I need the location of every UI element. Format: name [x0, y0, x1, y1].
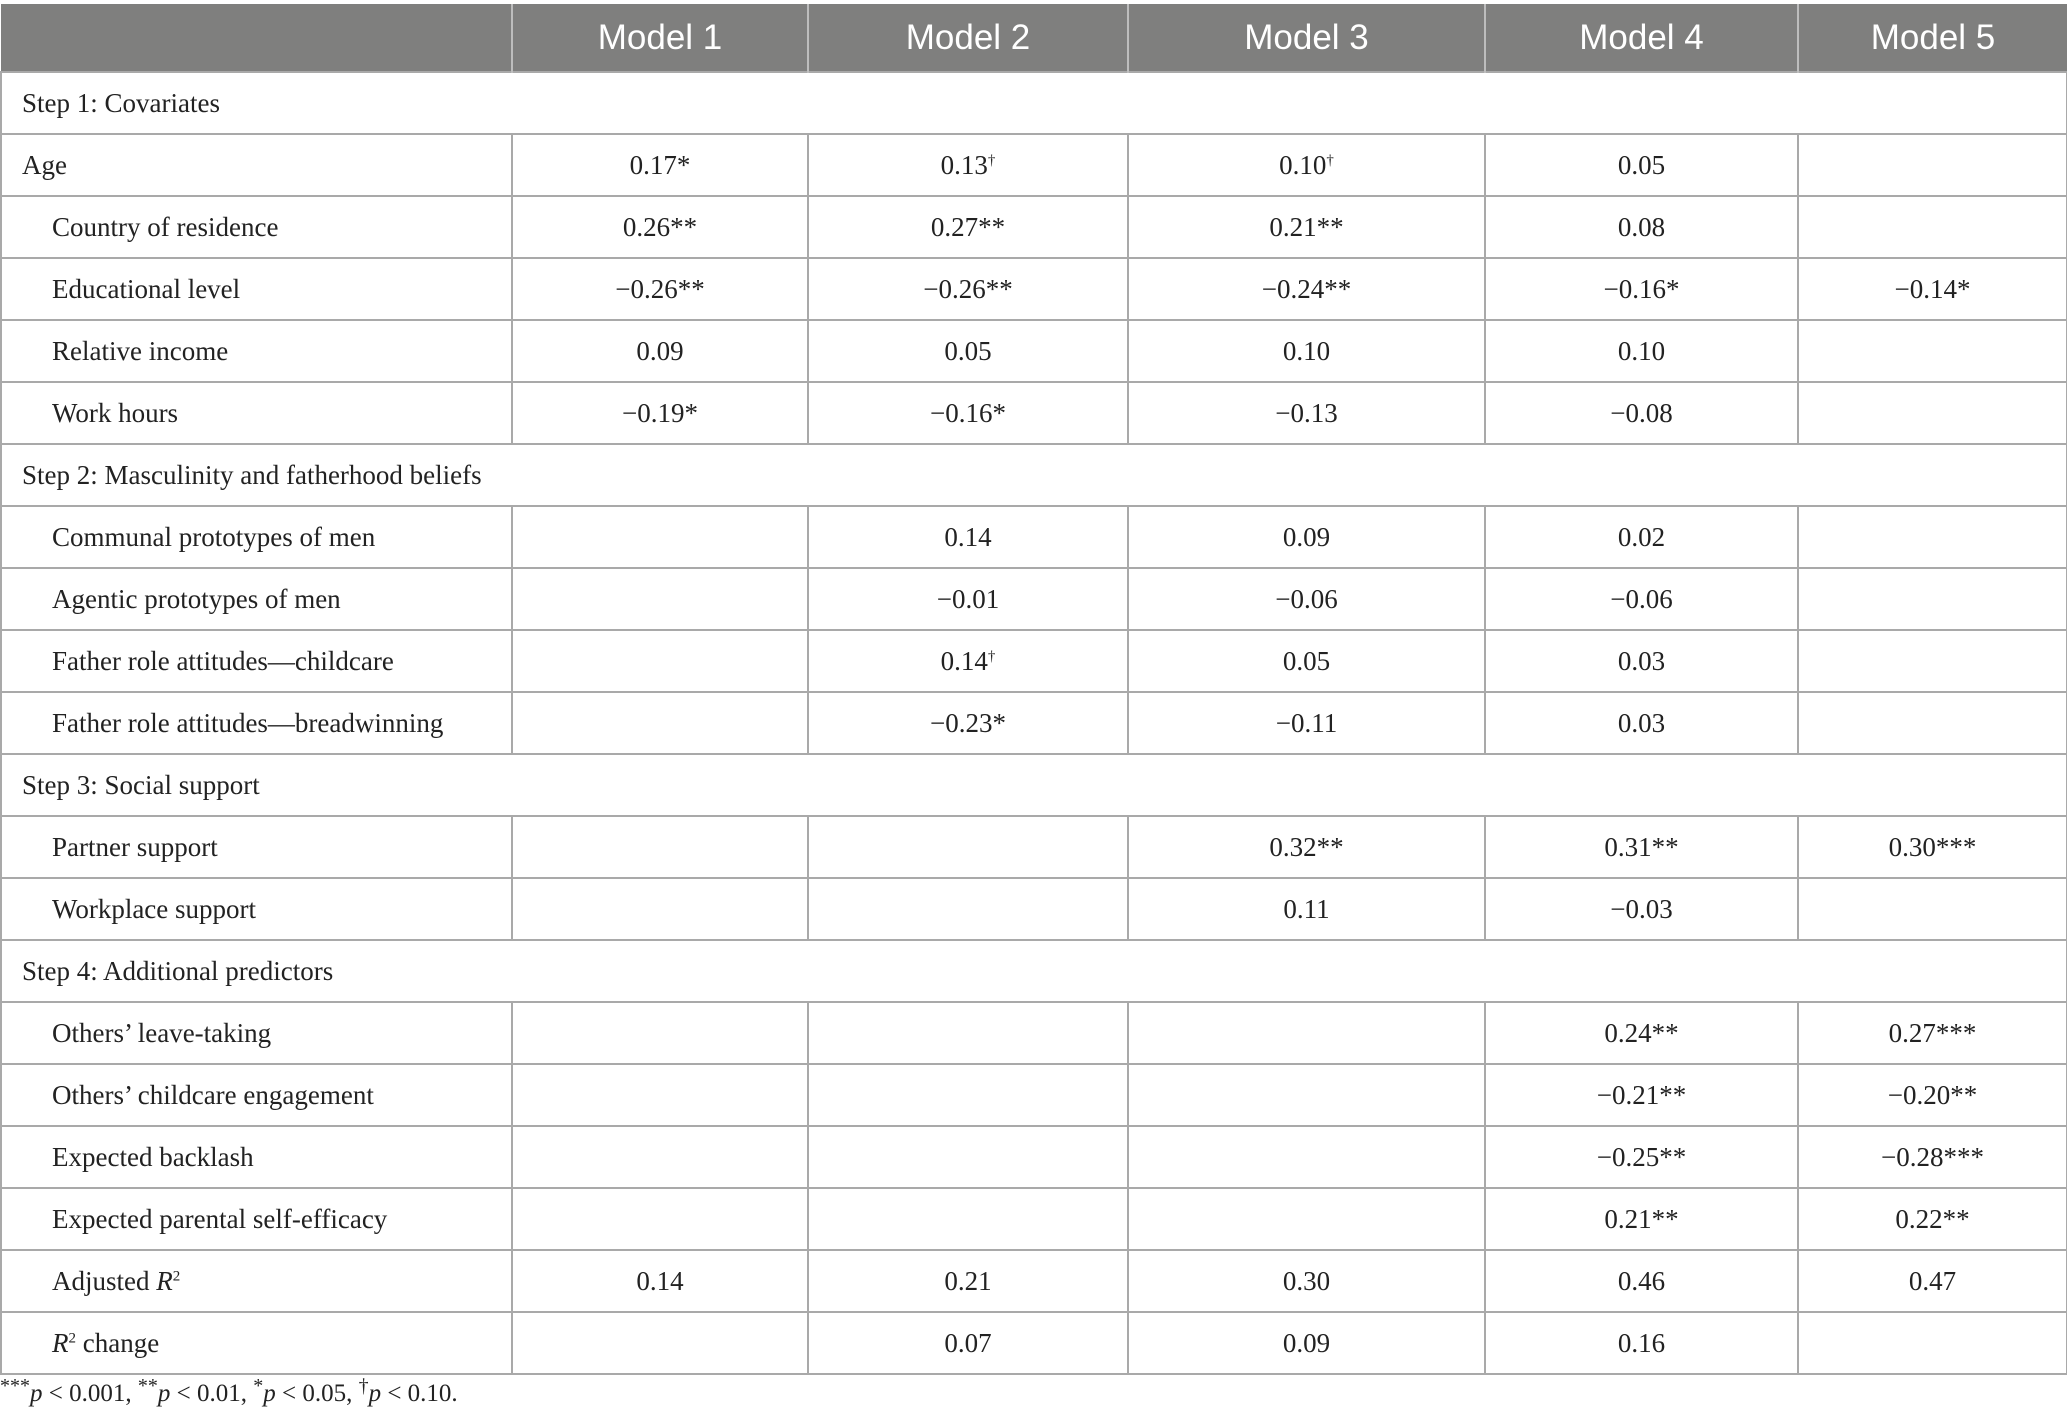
value-cell-model-4: 0.31** [1485, 816, 1798, 878]
row-label: Workplace support [1, 878, 512, 940]
value-cell-model-5 [1798, 382, 2067, 444]
value-cell-model-1 [512, 878, 808, 940]
value-cell-model-3: 0.32** [1128, 816, 1485, 878]
value-cell-model-2: 0.21 [808, 1250, 1128, 1312]
value-cell-model-1 [512, 506, 808, 568]
value-cell-model-5: 0.22** [1798, 1188, 2067, 1250]
value-cell-model-4: 0.03 [1485, 630, 1798, 692]
section-heading: Step 3: Social support [1, 754, 2067, 816]
row-label: Others’ leave-taking [1, 1002, 512, 1064]
value-cell-model-2: 0.14† [808, 630, 1128, 692]
row-label: Agentic prototypes of men [1, 568, 512, 630]
section-row [1, 72, 2067, 134]
value-cell-model-5 [1798, 1312, 2067, 1374]
value-cell-model-3: 0.11 [1128, 878, 1485, 940]
value-cell-model-3: 0.30 [1128, 1250, 1485, 1312]
value-cell-model-5 [1798, 506, 2067, 568]
row-label: Others’ childcare engagement [1, 1064, 512, 1126]
header-cell-blank [1, 4, 512, 72]
value-cell-model-1: 0.14 [512, 1250, 808, 1312]
value-cell-model-4: 0.24** [1485, 1002, 1798, 1064]
value-cell-model-2 [808, 1126, 1128, 1188]
value-cell-model-2: −0.26** [808, 258, 1128, 320]
section-row [1, 444, 2067, 506]
value-cell-model-2 [808, 816, 1128, 878]
value-cell-model-2: −0.01 [808, 568, 1128, 630]
regression-table [0, 4, 2067, 1375]
value-cell-model-1 [512, 1002, 808, 1064]
table-row [1, 1250, 2067, 1312]
value-cell-model-4: −0.25** [1485, 1126, 1798, 1188]
value-cell-model-4: −0.06 [1485, 568, 1798, 630]
value-cell-model-3: 0.21** [1128, 196, 1485, 258]
row-label: Communal prototypes of men [1, 506, 512, 568]
row-label: Educational level [1, 258, 512, 320]
table-row [1, 506, 2067, 568]
value-cell-model-4: 0.21** [1485, 1188, 1798, 1250]
value-cell-model-5: −0.20** [1798, 1064, 2067, 1126]
value-cell-model-1 [512, 692, 808, 754]
header-row [1, 4, 2067, 72]
value-cell-model-5 [1798, 134, 2067, 196]
value-cell-model-3: 0.09 [1128, 1312, 1485, 1374]
value-cell-model-3 [1128, 1126, 1485, 1188]
value-cell-model-4: −0.16* [1485, 258, 1798, 320]
value-cell-model-5: 0.47 [1798, 1250, 2067, 1312]
value-cell-model-1: 0.09 [512, 320, 808, 382]
value-cell-model-3: −0.11 [1128, 692, 1485, 754]
value-cell-model-5 [1798, 320, 2067, 382]
value-cell-model-1 [512, 1126, 808, 1188]
table-row [1, 320, 2067, 382]
table-row [1, 382, 2067, 444]
value-cell-model-1 [512, 630, 808, 692]
value-cell-model-1: 0.26** [512, 196, 808, 258]
table-row [1, 1188, 2067, 1250]
table-row [1, 1312, 2067, 1374]
value-cell-model-2 [808, 878, 1128, 940]
value-cell-model-5: 0.30*** [1798, 816, 2067, 878]
value-cell-model-4: 0.05 [1485, 134, 1798, 196]
value-cell-model-3: −0.06 [1128, 568, 1485, 630]
value-cell-model-4: 0.10 [1485, 320, 1798, 382]
value-cell-model-3: 0.10 [1128, 320, 1485, 382]
value-cell-model-1 [512, 1188, 808, 1250]
value-cell-model-1: −0.26** [512, 258, 808, 320]
table-row [1, 630, 2067, 692]
value-cell-model-2: −0.23* [808, 692, 1128, 754]
table-row [1, 1064, 2067, 1126]
value-cell-model-1 [512, 816, 808, 878]
value-cell-model-4: −0.21** [1485, 1064, 1798, 1126]
table-row [1, 196, 2067, 258]
value-cell-model-4: 0.08 [1485, 196, 1798, 258]
value-cell-model-5 [1798, 196, 2067, 258]
value-cell-model-4: 0.02 [1485, 506, 1798, 568]
row-label: Expected backlash [1, 1126, 512, 1188]
value-cell-model-5: −0.14* [1798, 258, 2067, 320]
table-row [1, 692, 2067, 754]
value-cell-model-3 [1128, 1188, 1485, 1250]
value-cell-model-3: −0.13 [1128, 382, 1485, 444]
value-cell-model-5 [1798, 692, 2067, 754]
value-cell-model-4: 0.16 [1485, 1312, 1798, 1374]
table-row [1, 258, 2067, 320]
value-cell-model-5 [1798, 630, 2067, 692]
row-label: Father role attitudes—childcare [1, 630, 512, 692]
value-cell-model-2: 0.13† [808, 134, 1128, 196]
value-cell-model-2: 0.05 [808, 320, 1128, 382]
value-cell-model-5 [1798, 568, 2067, 630]
value-cell-model-2: 0.14 [808, 506, 1128, 568]
value-cell-model-3 [1128, 1002, 1485, 1064]
header-cell-model-2: Model 2 [808, 4, 1128, 72]
section-heading: Step 4: Additional predictors [1, 940, 2067, 1002]
table-row [1, 816, 2067, 878]
row-label: Age [1, 134, 512, 196]
value-cell-model-3: −0.24** [1128, 258, 1485, 320]
header-cell-model-5: Model 5 [1798, 4, 2067, 72]
value-cell-model-4: 0.46 [1485, 1250, 1798, 1312]
row-label: Work hours [1, 382, 512, 444]
value-cell-model-5 [1798, 878, 2067, 940]
row-label: Father role attitudes—breadwinning [1, 692, 512, 754]
table-row [1, 134, 2067, 196]
table-row [1, 1126, 2067, 1188]
value-cell-model-4: −0.03 [1485, 878, 1798, 940]
value-cell-model-2: 0.07 [808, 1312, 1128, 1374]
value-cell-model-1: 0.17* [512, 134, 808, 196]
row-label: Adjusted $R^2$ [1, 1250, 512, 1312]
section-row [1, 940, 2067, 1002]
value-cell-model-3: 0.10† [1128, 134, 1485, 196]
header-cell-model-3: Model 3 [1128, 4, 1485, 72]
value-cell-model-2 [808, 1188, 1128, 1250]
table-row [1, 878, 2067, 940]
header-cell-model-4: Model 4 [1485, 4, 1798, 72]
header-cell-model-1: Model 1 [512, 4, 808, 72]
value-cell-model-2 [808, 1002, 1128, 1064]
significance-footnote: ***p < 0.001, **p < 0.01, *p < 0.05, †p < 0.10. [0, 1375, 458, 1407]
row-label: Partner support [1, 816, 512, 878]
section-heading: Step 1: Covariates [1, 72, 2067, 134]
section-heading: Step 2: Masculinity and fatherhood beliefs [1, 444, 2067, 506]
value-cell-model-1 [512, 1312, 808, 1374]
value-cell-model-2: −0.16* [808, 382, 1128, 444]
table-row [1, 1002, 2067, 1064]
table-row [1, 568, 2067, 630]
value-cell-model-3: 0.05 [1128, 630, 1485, 692]
table-body [1, 72, 2067, 1374]
value-cell-model-1 [512, 568, 808, 630]
row-label: $R^2$ change [1, 1312, 512, 1374]
value-cell-model-5: −0.28*** [1798, 1126, 2067, 1188]
row-label: Expected parental self-efficacy [1, 1188, 512, 1250]
value-cell-model-2 [808, 1064, 1128, 1126]
regression-table-container [0, 4, 2066, 1375]
value-cell-model-3: 0.09 [1128, 506, 1485, 568]
value-cell-model-1: −0.19* [512, 382, 808, 444]
value-cell-model-4: −0.08 [1485, 382, 1798, 444]
value-cell-model-5: 0.27*** [1798, 1002, 2067, 1064]
value-cell-model-1 [512, 1064, 808, 1126]
row-label: Relative income [1, 320, 512, 382]
value-cell-model-3 [1128, 1064, 1485, 1126]
row-label: Country of residence [1, 196, 512, 258]
value-cell-model-2: 0.27** [808, 196, 1128, 258]
value-cell-model-4: 0.03 [1485, 692, 1798, 754]
section-row [1, 754, 2067, 816]
